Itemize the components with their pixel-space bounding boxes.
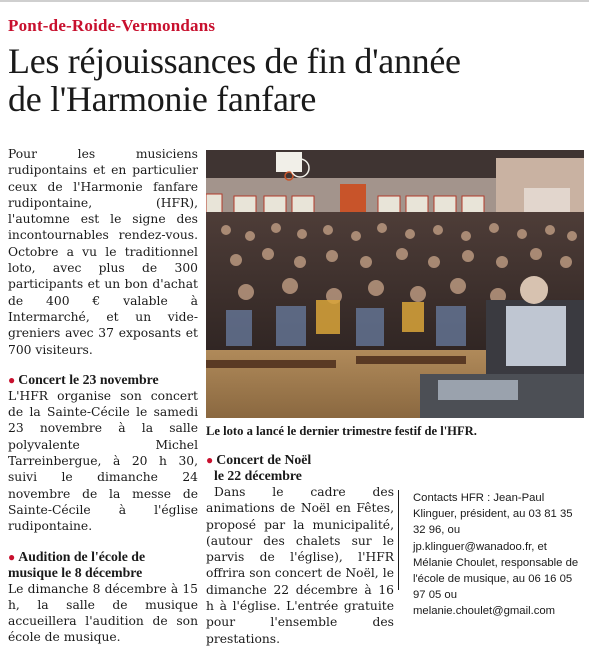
contacts-rule — [398, 490, 399, 590]
bullet-icon: ● — [206, 453, 214, 467]
column-left — [8, 146, 198, 646]
bullet-icon: ● — [8, 372, 16, 387]
photo-caption: Le loto a lancé le dernier trimestre festif de l'HFR. — [206, 424, 477, 438]
section-body-concert-noel: Dans le cadre des animations de Noël en Fêtes, proposé par la municipalité, (autour des chalets sur le parvis de l'église), l'HFR offrira son concert de Noël, le dimanche 22 décembre à 16 h à l'église. L'entrée gratuite pour l'ensemble des prestations. — [206, 485, 394, 646]
intro-paragraph: Pour les musiciens rudipontains et en particulier ceux de l'Harmonie fanfare rudipontaine, (HFR), l'automne est le signe des incontournables rendez-vous. Octobre a vu le traditionnel loto, avec plus de 300 participants et un bon d'achat de 400 € valable à Intermarché, et un vide-greniers avec 37 exposants et 700 visiteurs. — [8, 147, 198, 357]
headline-line: Les réjouissances de fin d'année — [8, 41, 461, 81]
bullet-icon: ● — [8, 549, 16, 564]
section-heading-audition: ● Audition de l'école de musique le 8 décembre — [8, 548, 146, 580]
section-body-audition: Le dimanche 8 décembre à 15 h, la salle de musique accueillera l'audition de son école de musique. — [8, 581, 198, 645]
section-heading-concert-november: ● Concert le 23 novembre — [8, 371, 159, 387]
section-heading-concert-noel: ● Concert de Noël le 22 décembre — [206, 452, 312, 483]
loto-photo — [206, 150, 584, 418]
section-body-concert-november: L'HFR organise son concert de la Sainte-Cécile le samedi 23 novembre à la salle polyvalente Michel Tarreinbergue, à 20 h 30, suivi le dimanche 24 novembre de la messe de Sainte-Cécile à l'église rudipontaine. — [8, 388, 198, 534]
contacts-text: Contacts HFR : Jean-Paul Klinguer, président, au 03 81 35 32 96, ou jp.klinguer@wanadoo.fr, et Mélanie Choulet, responsable de l'école de musique, au 06 16 05 97 05 ou melanie.choulet@gmail.com — [413, 492, 579, 618]
article-headline — [8, 42, 583, 118]
column-middle — [206, 452, 394, 647]
top-rule — [0, 0, 589, 2]
location-kicker: Pont-de-Roide-Vermondans — [8, 16, 216, 35]
contacts-block — [404, 452, 584, 620]
headline-line: de l'Harmonie fanfare — [8, 79, 317, 119]
